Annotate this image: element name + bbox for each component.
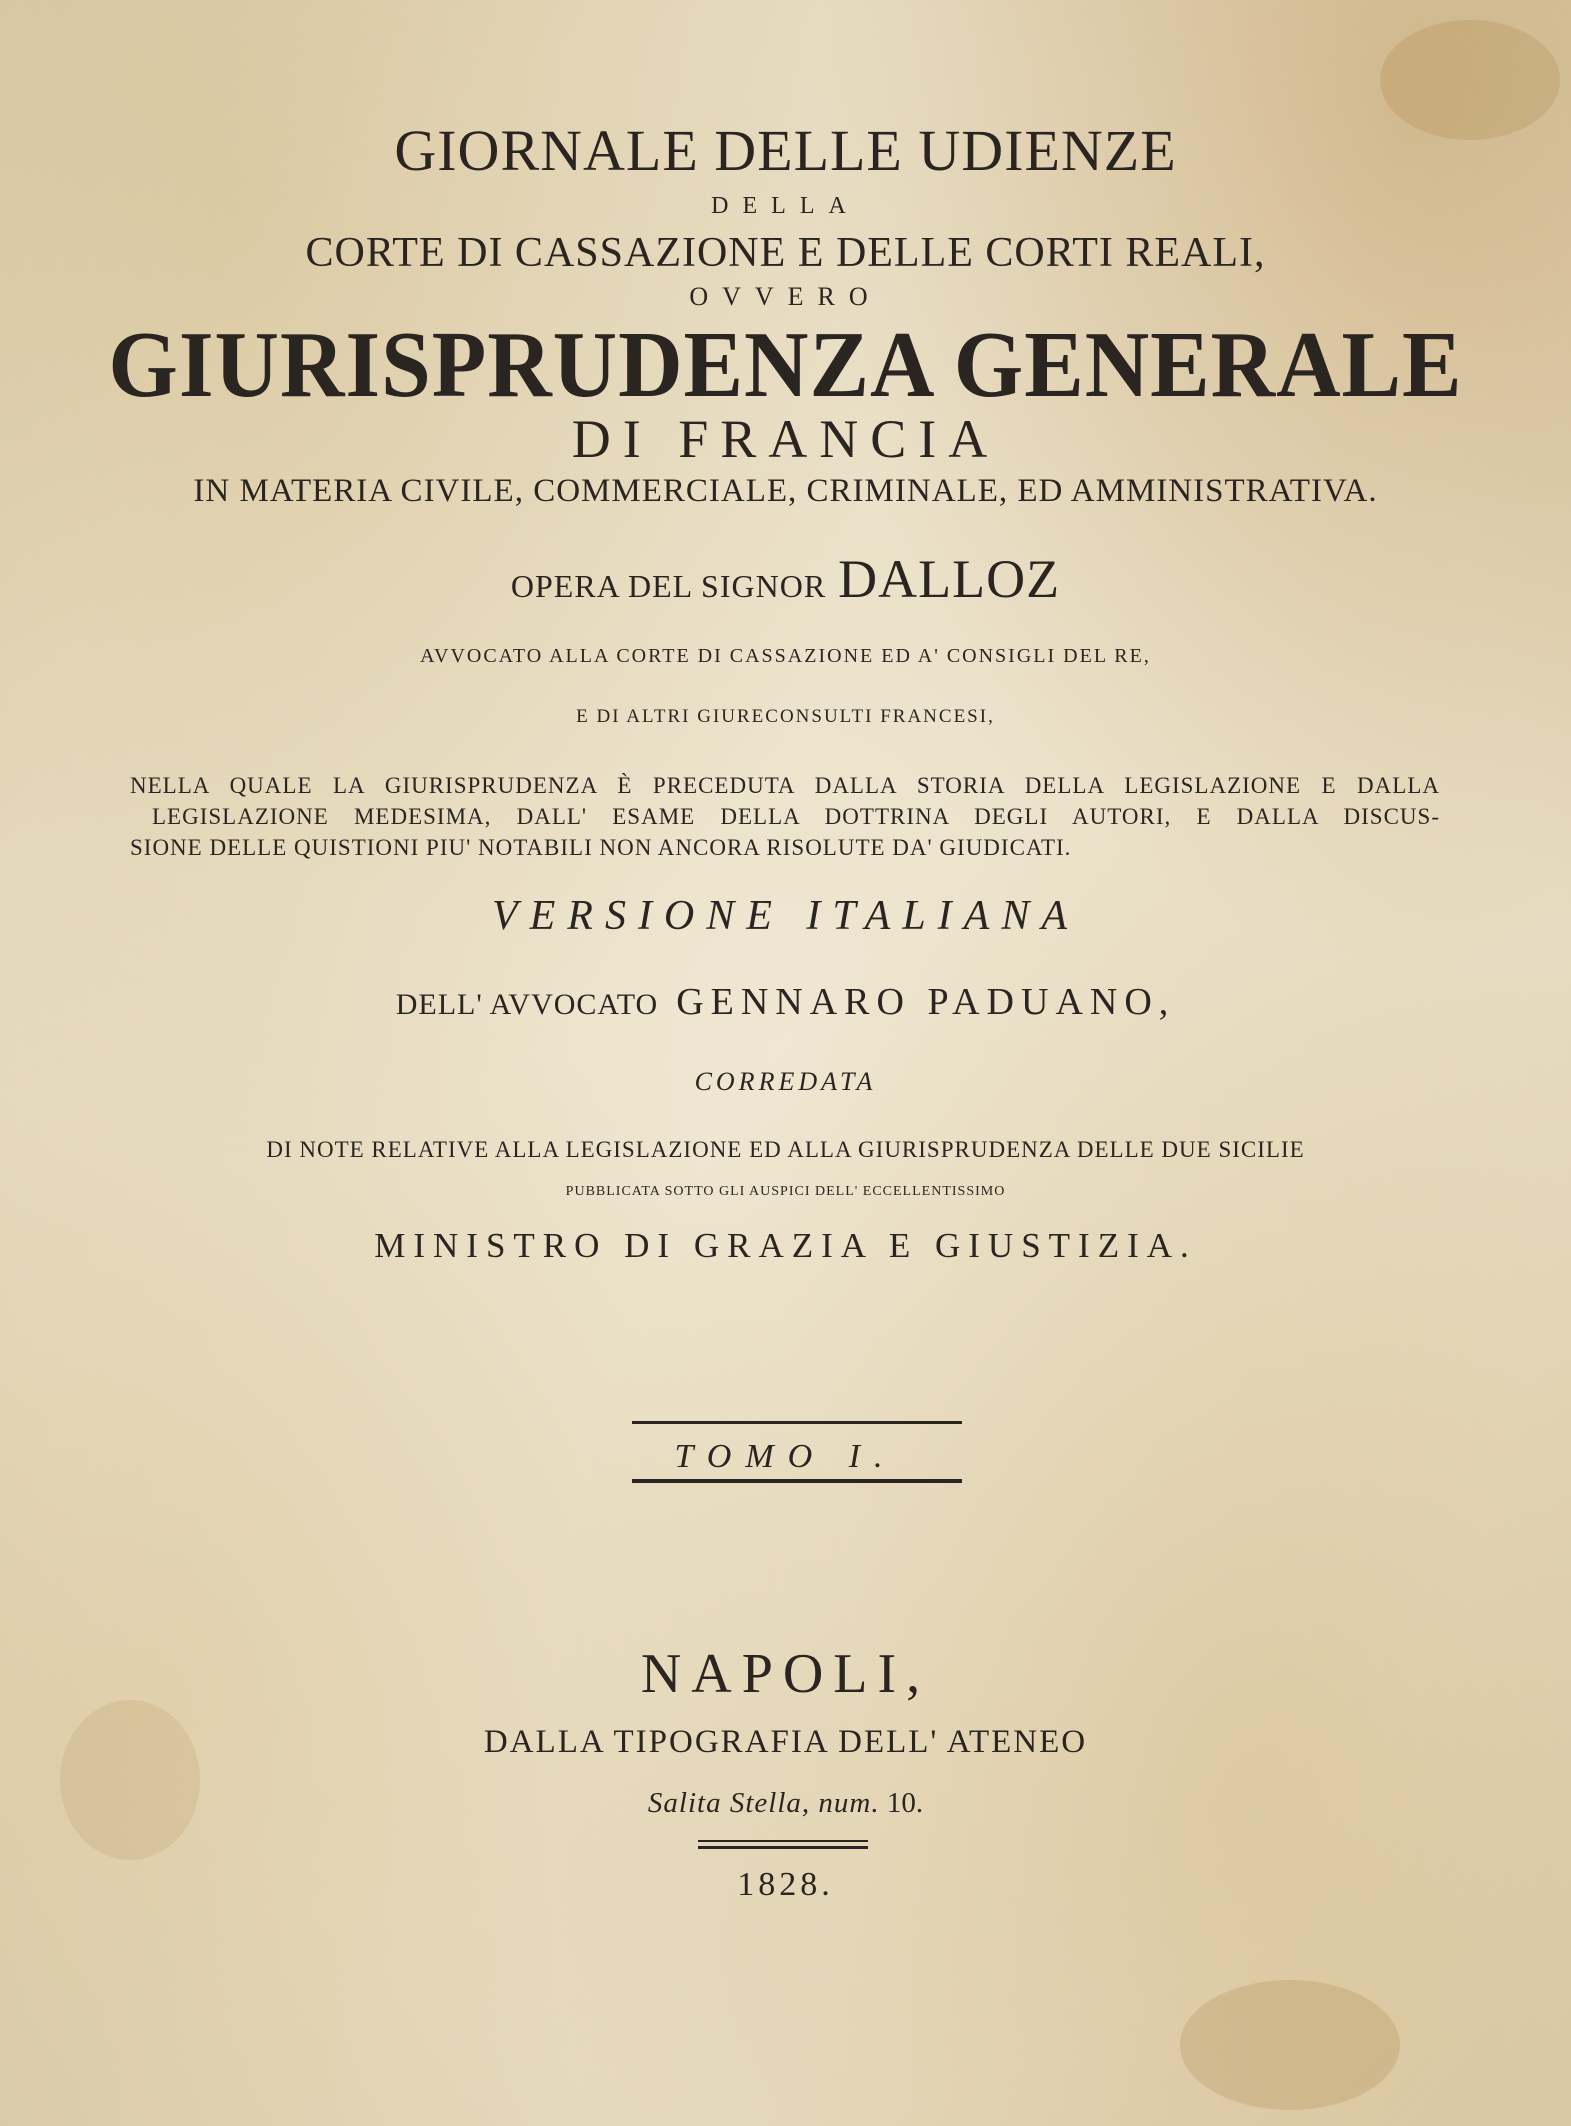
main-title: GIURISPRUDENZA GENERALE	[108, 313, 1463, 417]
city-name: NAPOLI,	[640, 1643, 931, 1705]
translator-name: GENNARO PADUANO,	[676, 981, 1176, 1023]
minister-line: MINISTRO DI GRAZIA E GIUSTIZIA.	[374, 1226, 1197, 1265]
author-line	[0, 549, 1571, 609]
author-role: AVVOCATO ALLA CORTE DI CASSAZIONE ED A' CONSIGLI DEL RE,	[420, 645, 1151, 667]
translator-line	[0, 983, 1571, 1021]
address-street: Salita Stella, num.	[647, 1787, 880, 1819]
title-line-4: OVVERO	[689, 282, 882, 311]
subject-matter: IN MATERIA CIVILE, COMMERCIALE, CRIMINALE, ED AMMINISTRATIVA.	[193, 473, 1378, 509]
description-line: LEGISLAZIONE MEDESIMA, DALL' ESAME DELLA DOTTRINA DEGLI AUTORI, E DALLA DISCUS-	[152, 804, 1440, 829]
translator-prefix: DELL' AVVOCATO	[395, 988, 659, 1021]
title-line-3: CORTE DI CASSAZIONE E DELLE CORTI REALI,	[305, 230, 1266, 276]
foxing-stain	[1180, 1980, 1400, 2110]
author-name: DALLOZ	[838, 549, 1061, 609]
corredata-label: CORREDATA	[694, 1067, 877, 1096]
address-line	[0, 1789, 1571, 1818]
foxing-stain	[60, 1700, 200, 1860]
volume-rule-bottom	[632, 1479, 962, 1483]
author-prefix: OPERA DEL SIGNOR	[510, 568, 827, 604]
description-line: SIONE DELLE QUISTIONI PIU' NOTABILI NON ANCORA RISOLUTE DA' GIUDICATI.	[130, 835, 1072, 860]
description-paragraph	[130, 770, 1440, 863]
other-jurists: E DI ALTRI GIURECONSULTI FRANCESI,	[576, 706, 995, 727]
publication-year: 1828.	[737, 1866, 834, 1903]
imprint-rule-thin	[698, 1840, 868, 1842]
volume-rule-top	[632, 1421, 962, 1424]
imprint-rule-thick	[698, 1846, 868, 1849]
printer-line: DALLA TIPOGRAFIA DELL' ATENEO	[483, 1724, 1088, 1760]
volume-label: TOMO I.	[674, 1438, 897, 1475]
title-line-2: DELLA	[711, 193, 860, 219]
description-line: NELLA QUALE LA GIURISPRUDENZA È PRECEDUTA DALLA STORIA DELLA LEGISLAZIONE E DALLA	[130, 773, 1440, 798]
version-title: VERSIONE ITALIANA	[491, 893, 1079, 939]
published-line: PUBBLICATA SOTTO GLI AUSPICI DELL' ECCELLENTISSIMO	[565, 1184, 1006, 1199]
address-number: 10.	[886, 1787, 924, 1819]
title-line-6: DI FRANCIA	[571, 409, 1000, 469]
title-line-1: GIORNALE DELLE UDIENZE	[394, 118, 1177, 183]
notes-line: DI NOTE RELATIVE ALLA LEGISLAZIONE ED ALLA GIURISPRUDENZA DELLE DUE SICILIE	[266, 1137, 1305, 1162]
